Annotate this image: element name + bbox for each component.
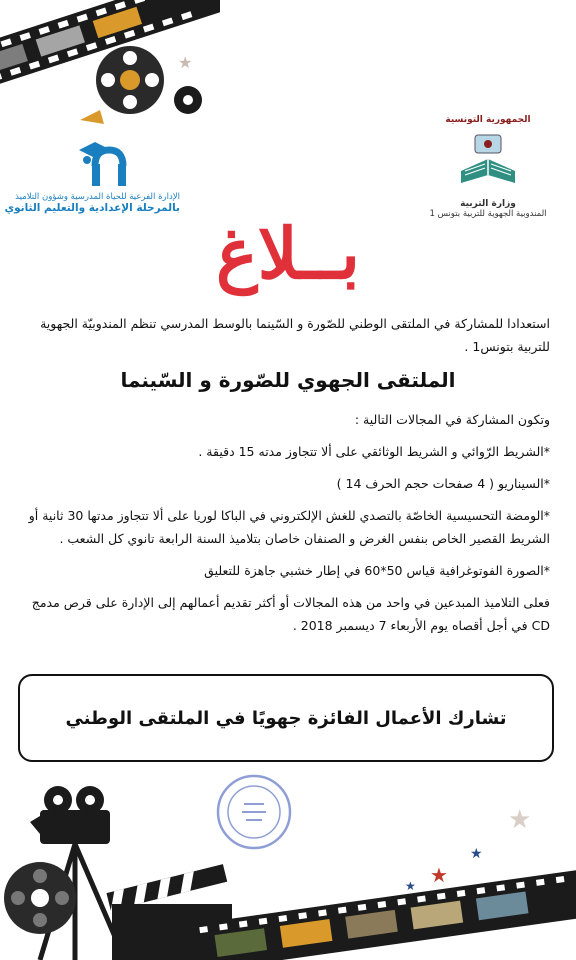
field-item-film: *الشريط الرّوائي و الشريط الوثائقي على ألا تتجاوز مدته 15 دقيقة .: [198, 444, 550, 459]
svg-text:★: ★: [430, 863, 448, 887]
field-item-photo: *الصورة الفوتوغرافية قياس 50*60 في إطار خشبي جاهزة للتعليق: [204, 563, 550, 578]
logo-delegation-text: المندوبية الجهوية للتربية بتونس 1: [429, 209, 547, 219]
svg-text:★: ★: [470, 846, 483, 862]
field-item-screenplay: *السيناريو ( 4 صفحات حجم الحرف 14 ): [336, 476, 550, 491]
cinema-decoration-bottom: [0, 770, 576, 960]
subtitle: الملتقى الجهوي للصّورة و السّينما: [120, 368, 456, 392]
field-item-awareness-clip: *الومضة التحسيسية الخاصّة بالتصدي للغش الإلكتروني في الباكا لوريا على ألا تتجاوز مدتها 30 ثانية أو الشريط القصير الخاص بنفس الغرض و الصنفان خاصان بتلاميذ السنة الرابعة تانوي كل الشعب .: [28, 508, 550, 546]
logo-republic-text: الجمهورية التونسية: [445, 115, 531, 125]
headline: بــلاغ: [215, 212, 361, 295]
fields-section: [22, 408, 550, 646]
svg-text:★: ★: [508, 805, 532, 835]
logo-sub-directorate: [4, 138, 180, 218]
logo-left-line2: بالمرحلة الإعدادية والتعليم الثانوي: [4, 202, 180, 214]
film-reel-icon: [60, 40, 210, 130]
fields-lead: وتكون المشاركة في المجالات التالية :: [354, 412, 550, 427]
logo-ministry: [428, 115, 548, 219]
national-participation-box: [18, 674, 554, 762]
svg-text:★: ★: [405, 879, 416, 893]
logo-ministry-text: وزارة التربية: [460, 199, 516, 209]
closing-paragraph: فعلى التلاميذ المبدعين في واحد من هذه المجالات أو أكثر تقديم أعمالهم إلى الإدارة على قرص مدمج CD في أجل أقصاه يوم الأربعاء 7 ديسمبر 2018 .: [31, 595, 550, 633]
box-text: تشارك الأعمال الفائزة جهويًا في الملتقى الوطني: [65, 707, 507, 729]
svg-text:★: ★: [178, 53, 193, 72]
ministry-seal-icon: [457, 131, 519, 193]
intro-paragraph: استعدادا للمشاركة في الملتقى الوطني للصّورة و السّينما بالوسط المدرسي تنظم المندوبيّة الجهوية للتربية بتونس1 .: [40, 316, 550, 354]
logo-left-line1: الإدارة الفرعية للحياة المدرسية وشؤون التلاميذ: [15, 192, 180, 202]
graduation-hat-icon: [65, 138, 135, 188]
